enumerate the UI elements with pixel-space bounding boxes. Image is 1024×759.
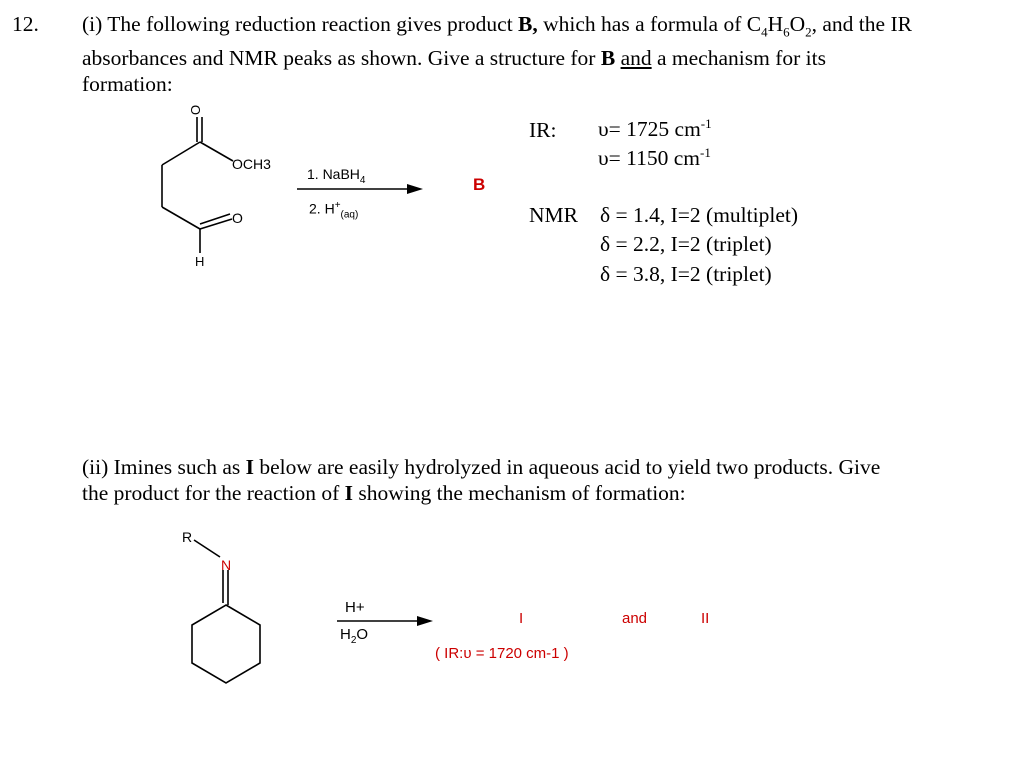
ir-value-2: υ= 1150 $cm^{-1}$ [598,145,711,171]
product-b-label: B [473,175,486,194]
aldehyde-h-label: H [195,254,205,269]
part-ii-line-2: the product for the reaction of I showing the mechanism of formation: [82,481,686,505]
part-i-line-3: formation: [82,72,173,97]
part-i-text [82,11,1022,97]
nmr-label: NMR [529,203,578,227]
part-ii-line-1: (ii) Imines such as I below are easily hydrolyzed in aqueous acid to yield two products. Give [82,455,881,479]
nmr-value-3: δ = 3.8, I=2 (triplet) [600,262,772,286]
reagent-1: 1. NaBH$_4$ [307,166,366,186]
reagent-water: $H_2O$ [340,626,369,646]
ir-label: IR: [529,118,557,142]
r-group-label: R [182,529,193,545]
reagent-h-plus: H+ [345,599,365,616]
product-ii-label: II [701,610,710,627]
reaction-i-arrow [297,182,427,196]
och3-label: OCH3 [232,156,271,172]
part-ii-text [82,454,1022,506]
ir-note: ( IR:υ = 1720 cm-1 ) [435,645,569,662]
nmr-value-1: δ = 1.4, I=2 (multiplet) [600,203,798,227]
nitrogen-label: N [221,557,232,573]
imine-structure [170,525,280,685]
substrate-skeleton [162,117,233,253]
ir-value-1: υ= 1725 $cm^{-1}$ [598,116,712,142]
part-i-line-1: (i) The following reduction reaction gives product B, which has a formula of $C_4H_6O_2$, and the IR [82,12,912,40]
nmr-value-2: δ = 2.2, I=2 (triplet) [600,232,772,256]
product-i-label: I [519,610,524,627]
and-label: and [622,610,648,627]
aldehyde-oxygen-label: O [232,210,243,226]
reagent-2: 2. $H^+_{(aq)}$ [309,200,359,221]
question-number: 12. [12,12,39,36]
top-oxygen-label: O [188,104,203,115]
part-i-line-2: absorbances and NMR peaks as shown. Give a structure for B and a mechanism for its [82,46,826,71]
